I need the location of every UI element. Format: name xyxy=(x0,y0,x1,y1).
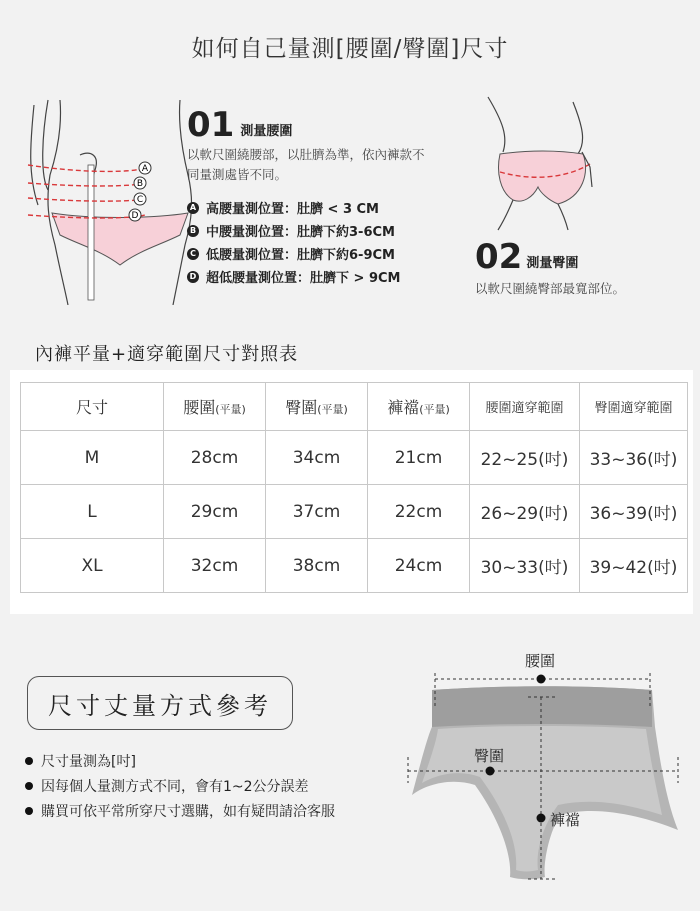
note-text: 尺寸量測為[吋] xyxy=(41,753,136,770)
position-text: 超低腰量測位置：肚臍下 > 9CM xyxy=(206,271,401,286)
cell-crotch: 21cm xyxy=(368,431,470,485)
size-table-panel xyxy=(10,370,693,614)
cell-waist: 28cm xyxy=(164,431,266,485)
reference-heading: 尺寸丈量方式參考 xyxy=(27,676,293,730)
table-row xyxy=(21,431,688,485)
crotch-measure-label: 褲襠 xyxy=(550,811,581,829)
position-item xyxy=(187,242,400,265)
table-caption: 內褲平量+適穿範圍尺寸對照表 xyxy=(35,344,299,365)
position-item xyxy=(187,196,400,219)
cell-waist-range: 26~29(吋) xyxy=(470,485,580,539)
hip-step-number: 02 xyxy=(475,237,523,277)
header-size: 尺寸 xyxy=(21,383,164,431)
hip-step-title: 測量臀圍 xyxy=(526,256,579,271)
label-b: B xyxy=(136,179,144,189)
hip-step-heading xyxy=(475,237,579,277)
garment-diagram xyxy=(400,665,685,885)
cell-hip: 37cm xyxy=(266,485,368,539)
position-item xyxy=(187,219,400,242)
position-text: 低腰量測位置：肚臍下約6-9CM xyxy=(206,248,395,263)
header-hip-range: 臀圍適穿範圍 xyxy=(580,383,688,431)
note-text: 因每個人量測方式不同，會有1~2公分誤差 xyxy=(41,778,309,795)
header-waist-range: 腰圍適穿範圍 xyxy=(470,383,580,431)
waist-step-title: 測量腰圍 xyxy=(240,124,293,139)
cell-crotch: 24cm xyxy=(368,539,470,593)
label-d: D xyxy=(131,211,139,221)
cell-crotch: 22cm xyxy=(368,485,470,539)
table-row xyxy=(21,539,688,593)
hip-measure-label: 臀圍 xyxy=(474,747,505,765)
cell-waist-range: 30~33(吋) xyxy=(470,539,580,593)
page-title: 如何自己量測[腰圍/臀圍]尺寸 xyxy=(191,36,509,62)
badge-c: C xyxy=(187,248,199,260)
waist-position-list xyxy=(187,196,400,288)
header-hip: 臀圍(平量) xyxy=(266,383,368,431)
waist-description-line1: 以軟尺圍繞腰部，以肚臍為準，依內褲款不 xyxy=(187,147,425,162)
cell-waist-range: 22~25(吋) xyxy=(470,431,580,485)
position-text: 高腰量測位置：肚臍 < 3 CM xyxy=(206,202,379,217)
hip-illustration xyxy=(478,92,628,232)
position-item xyxy=(187,265,400,288)
table-header-row xyxy=(21,383,688,431)
cell-size: XL xyxy=(21,539,164,593)
underwear-shape xyxy=(52,213,188,265)
cell-hip: 38cm xyxy=(266,539,368,593)
waist-step-number: 01 xyxy=(187,105,235,145)
bullet-icon xyxy=(25,757,33,765)
header-crotch: 褲襠(平量) xyxy=(368,383,470,431)
cell-waist: 32cm xyxy=(164,539,266,593)
badge-d: D xyxy=(187,271,199,283)
cell-hip-range: 39~42(吋) xyxy=(580,539,688,593)
position-text: 中腰量測位置：肚臍下約3-6CM xyxy=(206,225,395,240)
waist-description xyxy=(187,145,425,185)
garment-waistband xyxy=(432,686,652,727)
waist-description-line2: 同量測處皆不同。 xyxy=(187,167,288,182)
hip-description: 以軟尺圍繞臀部最寬部位。 xyxy=(475,281,626,296)
cell-size: M xyxy=(21,431,164,485)
waist-measure-label: 腰圍 xyxy=(525,652,556,670)
cell-hip: 34cm xyxy=(266,431,368,485)
size-table xyxy=(20,382,688,593)
badge-b: B xyxy=(187,225,199,237)
note-list xyxy=(25,748,335,823)
cell-hip-range: 36~39(吋) xyxy=(580,485,688,539)
list-item xyxy=(25,748,335,773)
badge-a: A xyxy=(187,202,199,214)
waist-illustration xyxy=(20,95,205,305)
cell-hip-range: 33~36(吋) xyxy=(580,431,688,485)
label-a: A xyxy=(141,164,149,174)
cell-waist: 29cm xyxy=(164,485,266,539)
cell-size: L xyxy=(21,485,164,539)
list-item xyxy=(25,798,335,823)
label-c: C xyxy=(136,195,144,205)
note-text: 購買可依平常所穿尺寸選購，如有疑問請洽客服 xyxy=(41,803,335,820)
table-row xyxy=(21,485,688,539)
bullet-icon xyxy=(25,807,33,815)
bullet-icon xyxy=(25,782,33,790)
list-item xyxy=(25,773,335,798)
waist-step-heading xyxy=(187,105,293,145)
header-waist: 腰圍(平量) xyxy=(164,383,266,431)
